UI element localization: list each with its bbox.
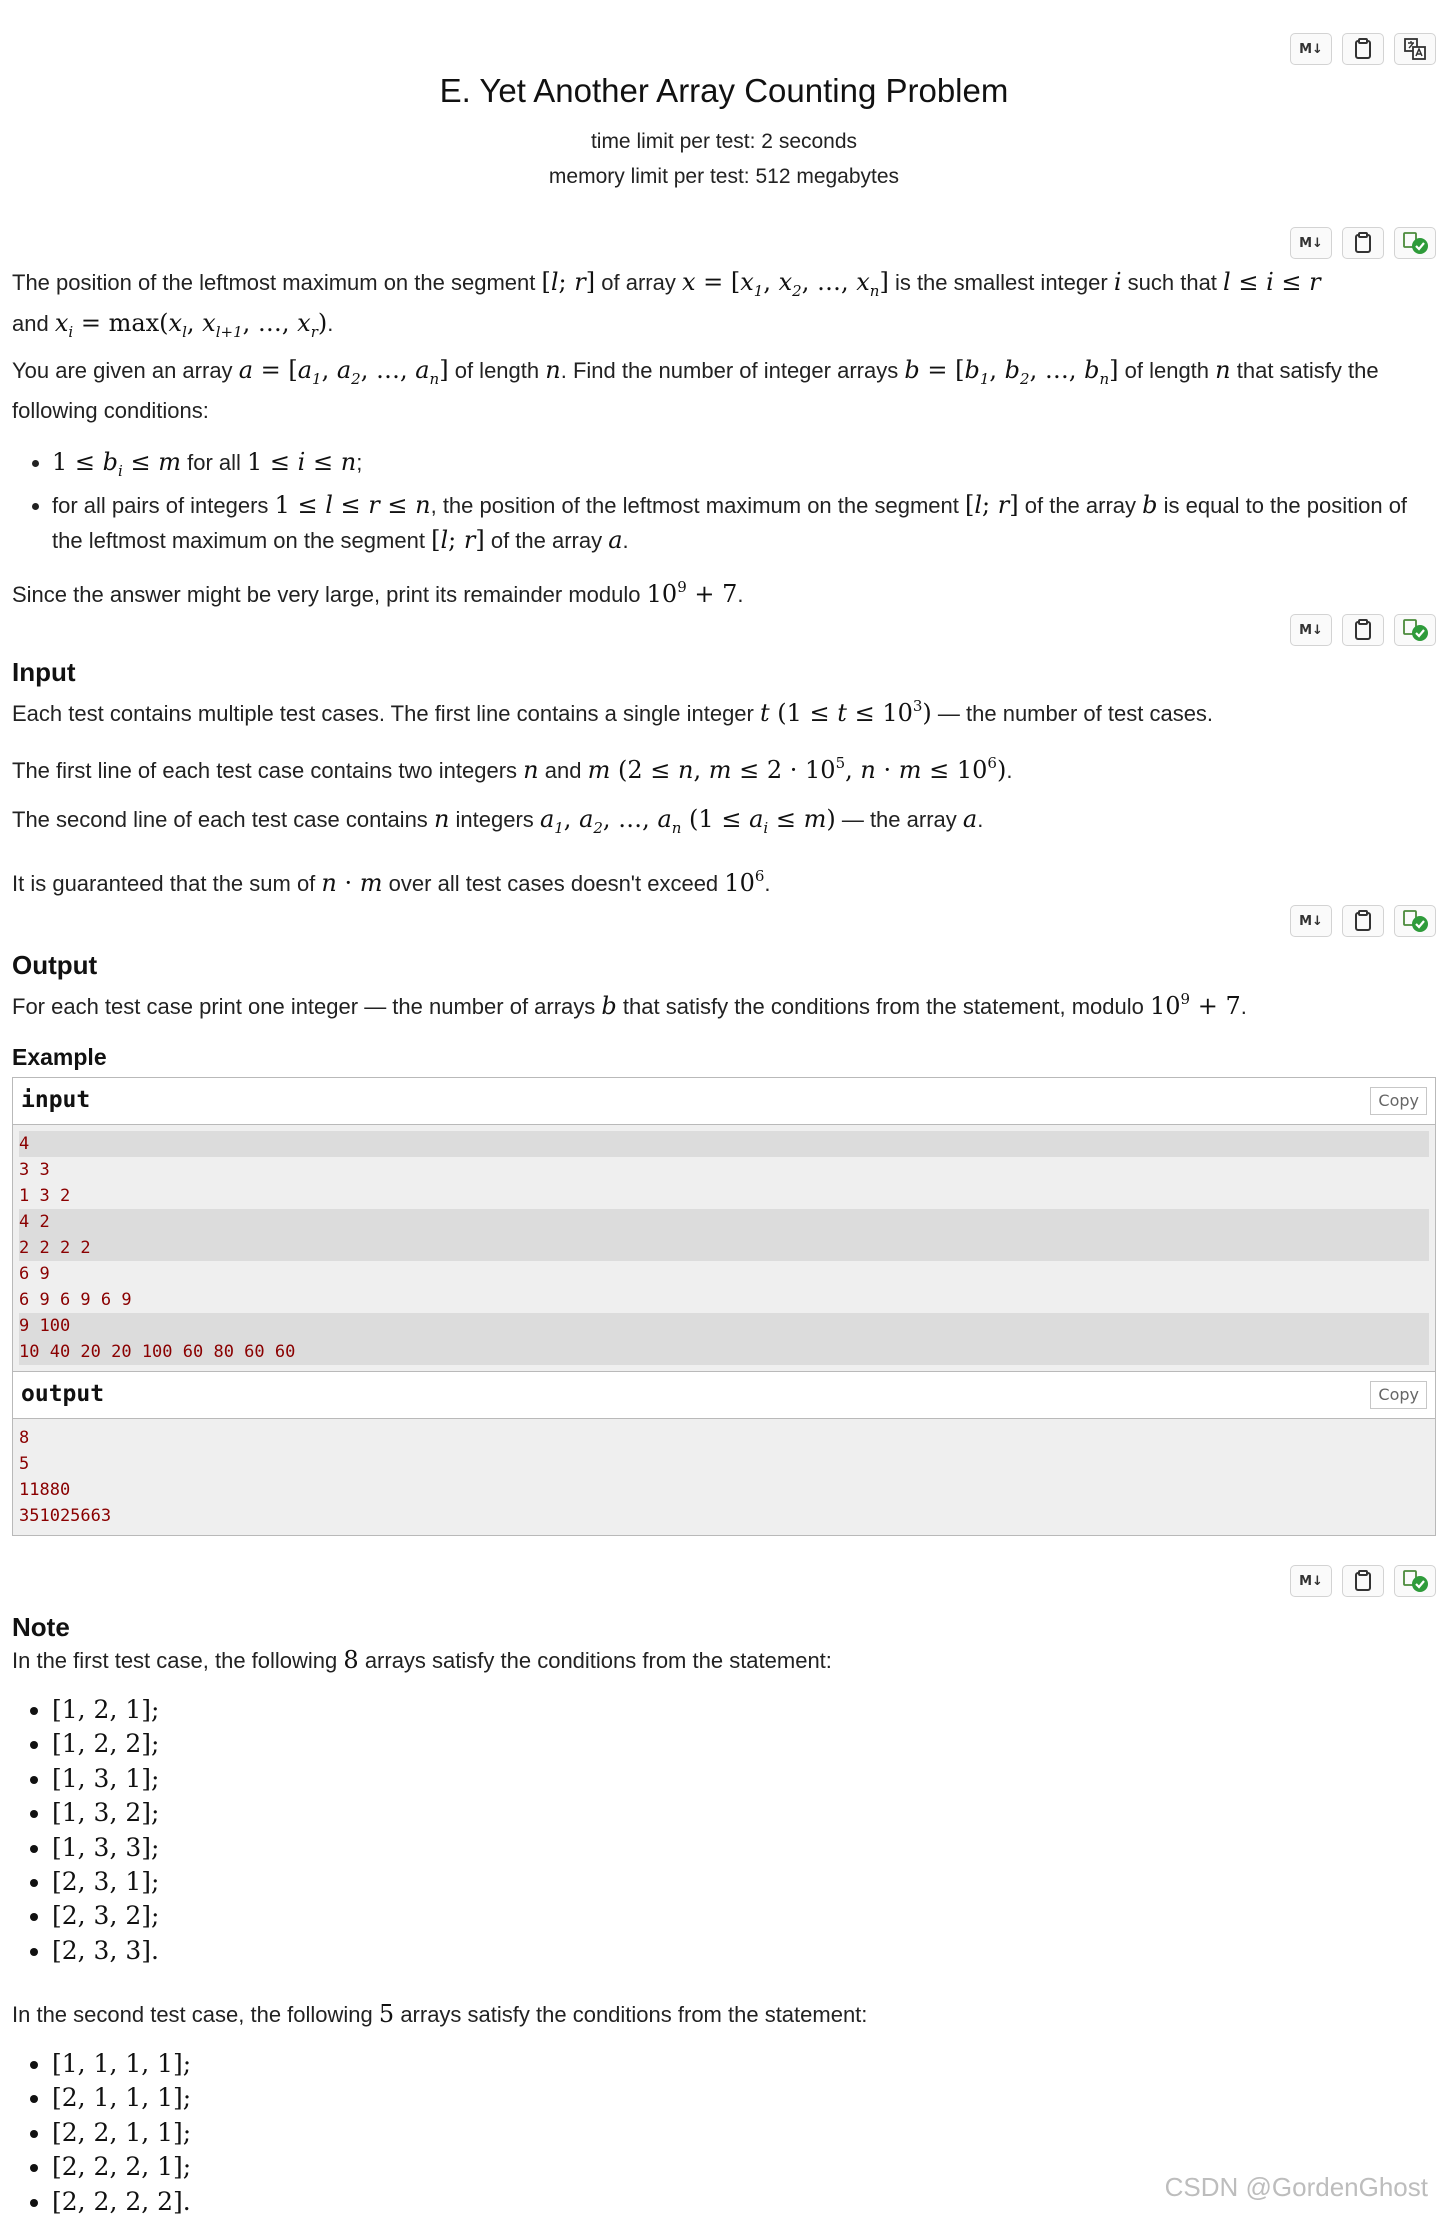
copied-check-button[interactable] <box>1394 1565 1436 1597</box>
conditions-list <box>12 445 1432 558</box>
list-item: • [1, 2, 1]; <box>52 1693 159 1727</box>
input-paragraph-1: Each test contains multiple test cases. The first line contains a single integer t $(1 \le t \le 10^3)$ — the number of test cases. <box>12 697 1214 727</box>
sample-output-header <box>13 1371 1435 1419</box>
sample-line: 6 9 <box>19 1264 50 1284</box>
note-toolbar <box>1290 1565 1436 1597</box>
sample-line: 3 3 <box>19 1160 50 1180</box>
markdown-button[interactable] <box>1290 1565 1332 1597</box>
markdown-button[interactable] <box>1290 905 1332 937</box>
statement-paragraph-2: You are given an array $a = [a_1$, $a_2$, …, $a_n$] of length n. Find the number of integer arrays $b = [b_1$, $b_2$, …, $b_n$] of length n that satisfy the following conditions: <box>12 356 1379 423</box>
output-title: Output <box>12 950 98 980</box>
markdown-icon: M↓ <box>1299 1573 1323 1589</box>
clipboard-icon <box>1354 232 1372 254</box>
sample-line: 4 2 <box>19 1209 1429 1235</box>
markdown-icon: M↓ <box>1299 913 1323 929</box>
markdown-button[interactable] <box>1290 614 1332 646</box>
statement-paragraph-1: The position of the leftmost maximum on the segment [l; r] of array $x = [x_1$, $x_2$, …, $x_n$] is the smallest integer i such that l ≤ i ≤ r and $x_i = \max(x_l$, $x_{l+1}$, …, $x_r$). <box>12 268 1321 341</box>
note-title: Note <box>12 1612 70 1642</box>
translate-button[interactable] <box>1394 33 1436 65</box>
clipboard-icon <box>1354 619 1372 641</box>
note-paragraph-1: In the first test case, the following 8 arrays satisfy the conditions from the statement: <box>12 1646 832 1674</box>
copied-check-button[interactable] <box>1394 227 1436 259</box>
list-item: • [2, 3, 1]; <box>52 1865 159 1899</box>
sample-line: 351025663 <box>19 1506 112 1526</box>
sample-line: 2 2 2 2 <box>19 1235 1429 1261</box>
input-toolbar <box>1290 614 1436 646</box>
markdown-button[interactable] <box>1290 33 1332 65</box>
sample-output-lines <box>13 1419 1435 1535</box>
time-limit: time limit per test: 2 seconds <box>590 130 858 153</box>
list-item: • [2, 3, 3]. <box>52 1934 159 1968</box>
input-paragraph-4: It is guaranteed that the sum of n · m over all test cases doesn't exceed $10^6$. <box>12 867 771 897</box>
list-item: • [1, 3, 3]; <box>52 1831 159 1865</box>
markdown-button[interactable] <box>1290 227 1332 259</box>
input-paragraph-2: The first line of each test case contains two integers n and m (2 ≤ n, $m \le 2 \cdot 10^5$, $n \cdot m \le 10^6$). <box>12 754 1013 784</box>
sample-line: 8 <box>19 1428 30 1448</box>
example-title: Example <box>12 1044 107 1070</box>
clipboard-icon <box>1354 910 1372 932</box>
statement-toolbar <box>1290 227 1436 259</box>
list-item: • [1, 2, 2]; <box>52 1727 159 1761</box>
copied-check-button[interactable] <box>1394 614 1436 646</box>
copied-check-icon <box>1401 1569 1429 1593</box>
list-item: • [1, 1, 1, 1]; <box>52 2047 191 2081</box>
output-toolbar <box>1290 905 1436 937</box>
sample-line: 1 3 2 <box>19 1186 71 1206</box>
note-paragraph-2: In the second test case, the following 5 arrays satisfy the conditions from the statement: <box>12 2000 868 2028</box>
sample-line: 9 100 <box>19 1313 1429 1339</box>
markdown-icon: M↓ <box>1299 41 1323 57</box>
output-paragraph-1: For each test case print one integer — the number of arrays b that satisfy the conditions from the statement, modulo $10^9 + 7$. <box>12 990 1247 1020</box>
copy-output-button[interactable]: Copy <box>1370 1381 1427 1409</box>
input-paragraph-3: The second line of each test case contains n integers $a_1$, $a_2$, …, $a_n$ $(1 \le a_i \le m)$ — the array a. <box>12 805 984 837</box>
sample-line: 5 <box>19 1454 30 1474</box>
list-item: • [2, 3, 2]; <box>52 1899 159 1933</box>
sample-line: 10 40 20 20 100 60 80 60 60 <box>19 1339 1429 1365</box>
copied-check-button[interactable] <box>1394 905 1436 937</box>
sample-line: 4 <box>19 1131 1429 1157</box>
clipboard-button[interactable] <box>1342 33 1384 65</box>
markdown-icon: M↓ <box>1299 235 1323 251</box>
sample-input-lines <box>13 1125 1435 1371</box>
list-item: • [2, 2, 2, 1]; <box>52 2150 191 2184</box>
list-item: • [2, 2, 1, 1]; <box>52 2116 191 2150</box>
list-item: • [2, 1, 1, 1]; <box>52 2081 191 2115</box>
sample-input-label: input <box>21 1087 91 1113</box>
note-list-1 <box>12 1693 159 1968</box>
condition-2: • for all pairs of integers 1 ≤ l ≤ r ≤ n, the position of the leftmost maximum on the segment [l; r] of the array b is equal to the position of the leftmost maximum on the segment [l; r] of the array a. <box>52 488 1432 558</box>
sample-output-label: output <box>21 1381 105 1407</box>
clipboard-button[interactable] <box>1342 1565 1384 1597</box>
sample-input <box>12 1077 1436 1372</box>
sample-line: 6 9 6 9 6 9 <box>19 1290 132 1310</box>
watermark: CSDN @GordenGhost <box>1164 2172 1428 2202</box>
copied-check-icon <box>1401 618 1429 642</box>
clipboard-icon <box>1354 38 1372 60</box>
sample-line: 11880 <box>19 1480 71 1500</box>
condition-1: • $1 \le b_i \le m$ for all 1 ≤ i ≤ n; <box>52 445 1432 488</box>
clipboard-button[interactable] <box>1342 614 1384 646</box>
problem-title: E. Yet Another Array Counting Problem <box>439 72 1009 109</box>
markdown-icon: M↓ <box>1299 622 1323 638</box>
list-item: • [1, 3, 1]; <box>52 1762 159 1796</box>
header-toolbar <box>1290 33 1436 65</box>
copied-check-icon <box>1401 231 1429 255</box>
clipboard-button[interactable] <box>1342 905 1384 937</box>
list-item: • [2, 2, 2, 2]. <box>52 2185 191 2219</box>
memory-limit: memory limit per test: 512 megabytes <box>548 165 900 188</box>
statement-paragraph-3: Since the answer might be very large, print its remainder modulo $10^9 + 7$. <box>12 578 744 608</box>
sample-input-header <box>13 1078 1435 1125</box>
list-item: • [1, 3, 2]; <box>52 1796 159 1830</box>
input-title: Input <box>12 657 76 687</box>
clipboard-button[interactable] <box>1342 227 1384 259</box>
copied-check-icon <box>1401 909 1429 933</box>
note-list-2 <box>12 2047 191 2219</box>
clipboard-icon <box>1354 1570 1372 1592</box>
translate-icon <box>1403 37 1427 61</box>
copy-input-button[interactable]: Copy <box>1370 1087 1427 1115</box>
sample-output <box>12 1371 1436 1536</box>
